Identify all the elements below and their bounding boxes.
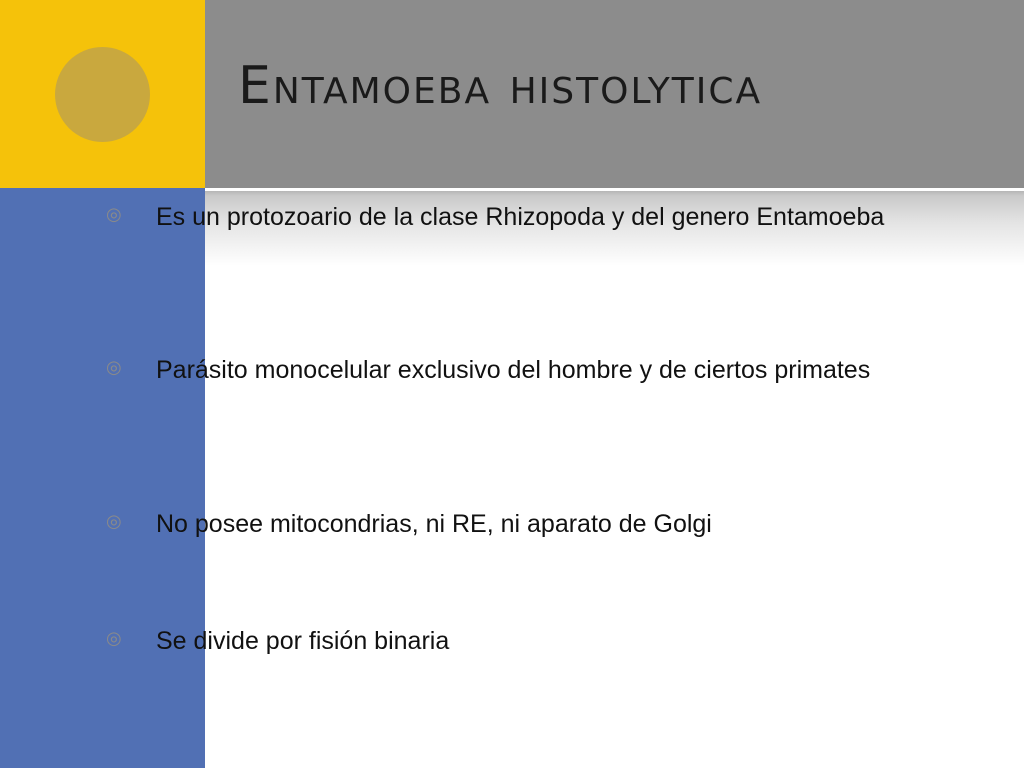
slide-title: Entamoeba histolytica (238, 56, 763, 116)
bullet-text: Se divide por fisión binaria (156, 627, 450, 655)
circled-ring-bullet-icon: ◎ (106, 628, 122, 649)
bullet-text: Es un protozoario de la clase Rhizopoda y del genero Entamoeba (156, 203, 885, 231)
circled-ring-bullet-icon: ◎ (106, 357, 122, 378)
left-blue-sidebar (0, 188, 205, 768)
decorative-circle (55, 47, 150, 142)
circled-ring-bullet-icon: ◎ (106, 204, 122, 225)
circled-ring-bullet-icon: ◎ (106, 511, 122, 532)
divider-line (205, 188, 1024, 191)
bullet-text: Parásito monocelular exclusivo del hombre y de ciertos primates (156, 356, 871, 384)
bullet-text: No posee mitocondrias, ni RE, ni aparato de Golgi (156, 510, 712, 538)
